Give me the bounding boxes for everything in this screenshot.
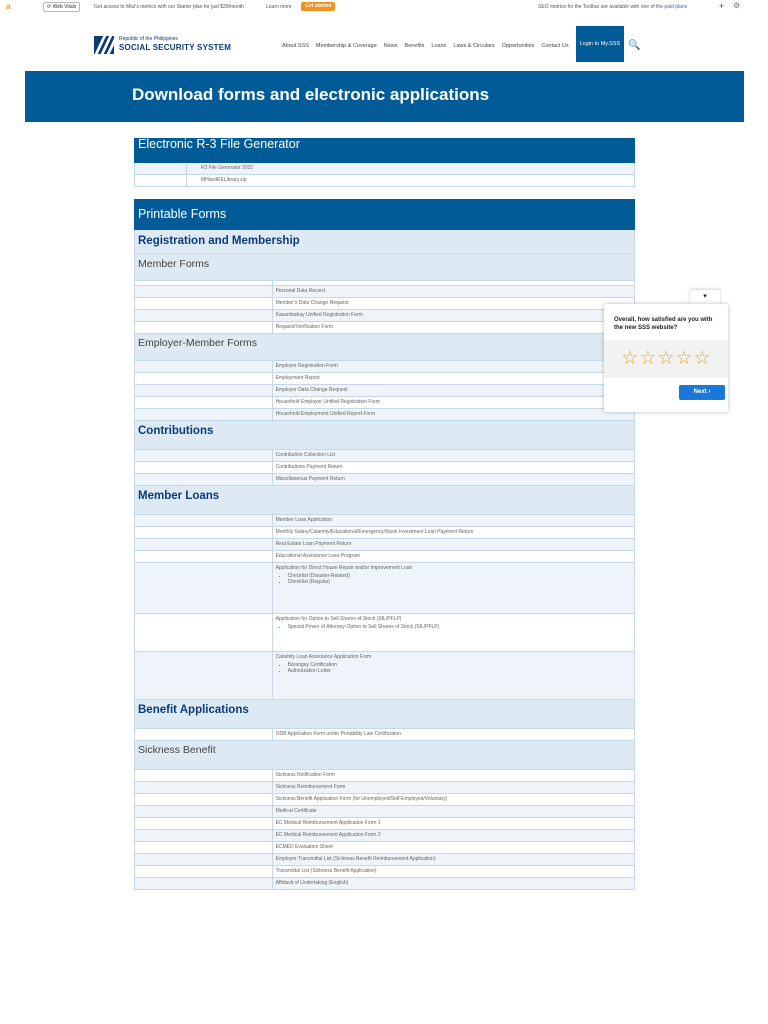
- survey-collapse-toggle[interactable]: ▾: [690, 290, 720, 304]
- star-icon[interactable]: ☆: [675, 348, 693, 369]
- contributions-title: Contributions: [135, 421, 635, 450]
- form-ecmed-evaluation[interactable]: ECMED Evaluation Sheet: [272, 842, 634, 854]
- form-barangay-certification[interactable]: • Barangay Certification: [288, 662, 631, 668]
- calamity-cell: [272, 652, 634, 700]
- logo-title[interactable]: SOCIAL SECURITY SYSTEM: [119, 43, 232, 52]
- star-icon[interactable]: ☆: [693, 348, 711, 369]
- get-started-button[interactable]: Get started: [301, 2, 335, 11]
- form-miscellaneous-payment-return[interactable]: Miscellaneous Payment Return: [272, 474, 634, 486]
- survey-question: Overall, how satisfied are you with the new SSS website?: [614, 317, 713, 331]
- seo-metrics-notice: SEO metrics for the Toolbar are available with one of the paid plans: [538, 4, 688, 10]
- learn-more-link[interactable]: Learn more: [266, 4, 292, 10]
- page-banner: [25, 71, 744, 122]
- browser-toolbar: [0, 0, 768, 15]
- form-household-employment-report[interactable]: Household Employment Unified Report Form: [272, 409, 634, 421]
- form-transmittal-list[interactable]: Transmittal List (Sickness Benefit Application): [272, 866, 634, 878]
- moz-promo-text: Get access to Moz's metrics with our Starter plan for just $29/month: [94, 4, 244, 10]
- nav-about[interactable]: About SSS: [282, 43, 309, 49]
- nav-benefits[interactable]: Benefits: [404, 43, 425, 49]
- form-authorization-letter[interactable]: • Authorization Letter: [288, 668, 631, 674]
- form-member-loan-application[interactable]: Member Loan Application: [272, 515, 634, 527]
- paid-plans-link[interactable]: paid plans: [664, 4, 688, 10]
- benefit-applications-title: Benefit Applications: [135, 700, 635, 729]
- form-sickness-benefit-application[interactable]: Sickness Benefit Application Form (for Unemployed/Self-Employed/Voluntary): [272, 794, 634, 806]
- gear-icon[interactable]: ⚙: [733, 1, 741, 10]
- form-member-data-change[interactable]: Member's Data Change Request: [272, 298, 634, 310]
- nav-contact[interactable]: Contact Us: [541, 43, 569, 49]
- web-vitals-button[interactable]: ⟳ Web Vitals: [43, 2, 80, 12]
- nav-membership[interactable]: Membership & Coverage: [315, 43, 377, 49]
- form-medical-certificate[interactable]: Medical Certificate: [272, 806, 634, 818]
- r3-generator-link[interactable]: R3 File Generator 2021: [187, 163, 635, 175]
- form-calamity-loan[interactable]: Calamity Loan Assistance Application Form: [275, 654, 372, 660]
- amazon-icon[interactable]: a: [6, 2, 11, 11]
- form-checklist-disaster[interactable]: • Checklist (Disaster-Related): [288, 573, 631, 579]
- survey-next-button[interactable]: Next ›: [679, 385, 725, 400]
- nav-loans[interactable]: Loans: [431, 43, 447, 49]
- form-household-employer-registration[interactable]: Household Employer Unified Registration Form: [272, 397, 634, 409]
- form-option-to-sell[interactable]: Application for Option to Sell Shares of Stock (SIL/PFLP): [275, 616, 402, 622]
- form-checklist-regular[interactable]: • Checklist (Regular): [288, 579, 631, 585]
- main-nav: [282, 38, 644, 74]
- form-personal-data-record[interactable]: Personal Data Record: [272, 286, 634, 298]
- form-affidavit-undertaking[interactable]: Affidavit of Undertaking (English): [272, 878, 634, 890]
- printable-forms-table: [134, 199, 635, 890]
- form-ec-medical-reimbursement-2[interactable]: EC Medical Reimbursement Application Form 2: [272, 830, 634, 842]
- form-employment-report[interactable]: Employment Report: [272, 373, 634, 385]
- r3-library-link[interactable]: MHandEELibrary.zip: [187, 175, 635, 187]
- member-forms-title: Member Forms: [135, 254, 635, 281]
- sss-logo-icon[interactable]: [94, 36, 114, 54]
- form-sickness-notification[interactable]: Sickness Notification Form: [272, 770, 634, 782]
- sickness-benefit-title: Sickness Benefit: [135, 741, 635, 770]
- nav-news[interactable]: News: [383, 43, 398, 49]
- registration-title: Registration and Membership: [135, 230, 635, 254]
- star-icon[interactable]: ☆: [657, 348, 675, 369]
- plus-icon[interactable]: +: [719, 1, 725, 11]
- search-icon[interactable]: 🔍: [627, 40, 641, 51]
- form-employer-data-change[interactable]: Employer Data Change Request: [272, 385, 634, 397]
- form-request-verification[interactable]: Request/Verification Form: [272, 322, 634, 334]
- member-loans-title: Member Loans: [135, 486, 635, 515]
- form-odb-application[interactable]: ODB Application Form under Portability Law Certification: [272, 729, 634, 741]
- form-special-power-attorney[interactable]: • Special Power of Attorney-Option to Sell Shares of Stock (SIL/PFLP): [288, 624, 631, 630]
- form-ec-medical-reimbursement-1[interactable]: EC Medical Reimbursement Application Form 1: [272, 818, 634, 830]
- form-educational-assistance-loan[interactable]: Educational Assistance Loan Program: [272, 551, 634, 563]
- employer-forms-title: Employer-Member Forms: [135, 334, 635, 361]
- printable-title: Printable Forms: [135, 200, 635, 230]
- logo-subtitle: Republic of the Philippines: [119, 36, 178, 42]
- star-rating: [604, 340, 728, 378]
- form-employer-registration[interactable]: Employer Registration Form: [272, 361, 634, 373]
- option-sell-cell: [272, 614, 634, 652]
- r3-title: Electronic R-3 File Generator: [135, 139, 635, 163]
- forms-content: [134, 138, 635, 890]
- form-house-repair-loan[interactable]: Application for Direct House Repair and/or Improvement Loan: [275, 565, 413, 571]
- house-repair-cell: [272, 563, 634, 614]
- star-icon[interactable]: ☆: [621, 348, 639, 369]
- star-icon[interactable]: ☆: [639, 348, 657, 369]
- nav-opportunities[interactable]: Opportunities: [501, 43, 535, 49]
- page-title: Download forms and electronic applications: [132, 85, 490, 104]
- r3-table: [134, 138, 635, 187]
- form-contributions-payment-return[interactable]: Contributions Payment Return: [272, 462, 634, 474]
- login-button[interactable]: Login to My.SSS: [576, 26, 625, 62]
- form-real-estate-loan-payment[interactable]: Real Estate Loan Payment Return: [272, 539, 634, 551]
- form-sickness-reimbursement[interactable]: Sickness Reimbursement Form: [272, 782, 634, 794]
- form-kasambahay-registration[interactable]: Kasambahay Unified Registration Form: [272, 310, 634, 322]
- form-loan-payment-return[interactable]: Monthly Salary/Calamity/Educational/Emergency/Stock Investment Loan Payment Return: [272, 527, 634, 539]
- satisfaction-survey: [604, 304, 728, 412]
- form-contribution-collection-list[interactable]: Contribution Collection List: [272, 450, 634, 462]
- nav-laws[interactable]: Laws & Circulars: [453, 43, 495, 49]
- form-employer-transmittal-list[interactable]: Employer Transmittal List (Sickness Benefit Reimbursement Application): [272, 854, 634, 866]
